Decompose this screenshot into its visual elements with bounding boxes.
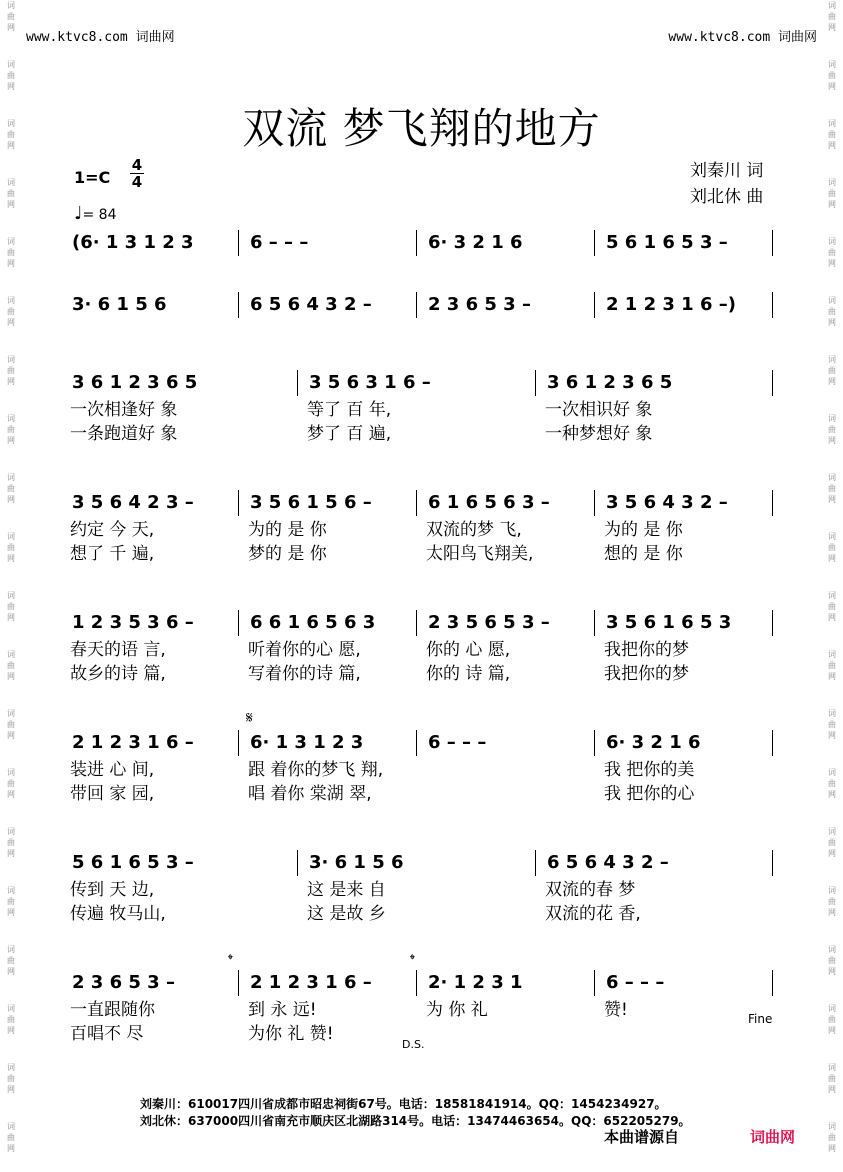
watermark-text: 词曲网 bbox=[828, 532, 836, 563]
watermark-text: 词曲网 bbox=[7, 60, 15, 91]
barline bbox=[772, 292, 773, 318]
barline bbox=[238, 292, 239, 318]
watermark-text: 词曲网 bbox=[828, 945, 836, 976]
lyric-segment: 太阳鸟飞翔美, bbox=[426, 544, 534, 564]
measure: 5 6 1 6 5 3 – bbox=[72, 852, 194, 873]
barline bbox=[772, 730, 773, 756]
lyric-segment: 赞! bbox=[604, 1000, 628, 1020]
music-system bbox=[62, 728, 774, 806]
measure: 2 3 5 6 5 3 – bbox=[428, 612, 550, 633]
fine-mark: Fine bbox=[748, 1012, 773, 1026]
lyric-segment: 我 把你的美 bbox=[604, 760, 695, 780]
music-system bbox=[62, 368, 774, 446]
measure: 3 5 6 4 3 2 – bbox=[606, 492, 728, 513]
song-title: 双流 梦飞翔的地方 bbox=[242, 104, 601, 153]
credits bbox=[690, 158, 763, 210]
measure: 2 1 2 3 1 6 – bbox=[250, 972, 372, 993]
footer-line-2: 刘北休：637000四川省南充市顺庆区北湖路314号。电话：13474463654。QQ：652205279。 bbox=[140, 1114, 691, 1128]
time-signature-top: 4 bbox=[131, 156, 143, 174]
measure: 6 1 6 5 6 3 – bbox=[428, 492, 550, 513]
lyric-segment: 带回 家 园, bbox=[70, 784, 155, 804]
measure: 6· 3 2 1 6 bbox=[428, 232, 523, 253]
notes-row bbox=[62, 848, 774, 878]
quarter-note-icon: ♩ bbox=[74, 203, 83, 224]
measure: 6 – – – bbox=[606, 972, 665, 993]
lyric-segment: 听着你的心 愿, bbox=[248, 640, 361, 660]
left-watermark-strip bbox=[2, 0, 20, 1172]
watermark-text: 词曲网 bbox=[828, 178, 836, 209]
watermark-text: 词曲网 bbox=[828, 768, 836, 799]
measure: 2· 1 2 3 1 bbox=[428, 972, 523, 993]
measure: 1 2 3 5 3 6 – bbox=[72, 612, 194, 633]
measure: 3 6 1 2 3 6 5 bbox=[547, 372, 673, 393]
watermark-text: 词曲网 bbox=[828, 1122, 836, 1153]
barline bbox=[238, 970, 239, 996]
measure: 5 6 1 6 5 3 – bbox=[606, 232, 728, 253]
lyric-verse-2 bbox=[62, 542, 774, 566]
lyric-segment: 为 你 礼 bbox=[426, 1000, 488, 1020]
watermark-text: 词曲网 bbox=[828, 1, 836, 32]
measure: 6 – – – bbox=[428, 732, 487, 753]
barline bbox=[238, 610, 239, 636]
measure: 6 6 1 6 5 6 3 bbox=[250, 612, 376, 633]
tempo-value: = 84 bbox=[82, 207, 117, 223]
barline bbox=[416, 730, 417, 756]
lyric-segment: 一直跟随你 bbox=[70, 1000, 155, 1020]
brand-link[interactable]: 词曲网 bbox=[750, 1128, 796, 1146]
barline bbox=[535, 850, 536, 876]
time-signature bbox=[130, 158, 144, 189]
measure: 6· 3 2 1 6 bbox=[606, 732, 701, 753]
measure: 3 5 6 3 1 6 – bbox=[309, 372, 431, 393]
watermark-text: 词曲网 bbox=[828, 650, 836, 681]
barline bbox=[772, 230, 773, 256]
notes-row bbox=[62, 368, 774, 398]
barline bbox=[416, 490, 417, 516]
lyric-segment: 等了 百 年, bbox=[307, 400, 392, 420]
measure: 2 1 2 3 1 6 – bbox=[72, 732, 194, 753]
key-signature: 1=C bbox=[74, 168, 111, 187]
barline bbox=[594, 292, 595, 318]
watermark-text: 词曲网 bbox=[7, 1, 15, 32]
lyric-segment: 传遍 牧马山, bbox=[70, 904, 166, 924]
lyric-segment: 双流的梦 飞, bbox=[426, 520, 522, 540]
footer-contacts bbox=[140, 1096, 691, 1130]
watermark-text: 词曲网 bbox=[7, 768, 15, 799]
lyric-segment: 我 把你的心 bbox=[604, 784, 695, 804]
lyric-verse-1 bbox=[62, 638, 774, 662]
notes-row bbox=[62, 228, 774, 258]
lyric-verse-2 bbox=[62, 662, 774, 686]
lyric-segment: 一条跑道好 象 bbox=[70, 424, 178, 444]
header-site-left[interactable]: www.ktvc8.com 词曲网 bbox=[26, 30, 175, 45]
watermark-text: 词曲网 bbox=[7, 709, 15, 740]
measure: 2 1 2 3 1 6 –) bbox=[606, 294, 736, 315]
measure: 6 – – – bbox=[250, 232, 309, 253]
lyricist-credit: 刘秦川 词 bbox=[690, 161, 764, 181]
watermark-text: 词曲网 bbox=[7, 1063, 15, 1094]
watermark-text: 词曲网 bbox=[7, 1004, 15, 1035]
ds-mark: D.S. bbox=[402, 1038, 425, 1051]
measure: 2 3 6 5 3 – bbox=[72, 972, 175, 993]
barline bbox=[238, 730, 239, 756]
notes-row bbox=[62, 290, 774, 320]
lyric-segment: 梦了 百 遍, bbox=[307, 424, 392, 444]
lyric-segment: 梦的 是 你 bbox=[248, 544, 327, 564]
barline bbox=[238, 490, 239, 516]
watermark-text: 词曲网 bbox=[7, 119, 15, 150]
footer-line-1: 刘秦川：610017四川省成都市昭忠祠街67号。电话：18581841914。QQ：1454234927。 bbox=[140, 1097, 667, 1111]
lyric-segment: 一次相识好 象 bbox=[545, 400, 653, 420]
notes-row bbox=[62, 608, 774, 638]
notes-row bbox=[62, 728, 774, 758]
lyric-segment: 百唱不 尽 bbox=[70, 1024, 144, 1044]
watermark-text: 词曲网 bbox=[7, 473, 15, 504]
lyric-verse-1 bbox=[62, 878, 774, 902]
lyric-segment: 跟 着你的梦飞 翔, bbox=[248, 760, 384, 780]
barline bbox=[416, 610, 417, 636]
lyric-segment: 这 是来 自 bbox=[307, 880, 386, 900]
lyric-verse-1 bbox=[62, 758, 774, 782]
lyric-verse-2 bbox=[62, 422, 774, 446]
notes-row bbox=[62, 488, 774, 518]
segno-mark: 𝄋 bbox=[246, 708, 253, 727]
lyric-segment: 传到 天 边, bbox=[70, 880, 155, 900]
lyric-segment: 我把你的梦 bbox=[604, 640, 689, 660]
coda-mark: 𝄌 bbox=[228, 952, 233, 968]
lyric-segment: 为的 是 你 bbox=[248, 520, 327, 540]
watermark-text: 词曲网 bbox=[828, 237, 836, 268]
barline bbox=[594, 610, 595, 636]
lyric-segment: 一种梦想好 象 bbox=[545, 424, 653, 444]
watermark-text: 词曲网 bbox=[7, 591, 15, 622]
barline bbox=[594, 970, 595, 996]
watermark-text: 词曲网 bbox=[7, 355, 15, 386]
lyric-verse-1 bbox=[62, 518, 774, 542]
lyric-segment: 约定 今 天, bbox=[70, 520, 155, 540]
music-system bbox=[62, 228, 774, 258]
barline bbox=[238, 230, 239, 256]
measure: 3· 6 1 5 6 bbox=[72, 294, 167, 315]
watermark-text: 词曲网 bbox=[828, 355, 836, 386]
lyric-verse-2 bbox=[62, 902, 774, 926]
measure: 3 5 6 1 5 6 – bbox=[250, 492, 372, 513]
measure: 3· 6 1 5 6 bbox=[309, 852, 404, 873]
source-label: 本曲谱源自 bbox=[604, 1128, 680, 1146]
lyric-segment: 唱 着你 棠湖 翠, bbox=[248, 784, 372, 804]
watermark-text: 词曲网 bbox=[828, 1063, 836, 1094]
music-system bbox=[62, 968, 774, 1046]
watermark-text: 词曲网 bbox=[828, 886, 836, 917]
time-signature-bottom: 4 bbox=[131, 173, 143, 191]
music-system bbox=[62, 290, 774, 320]
header-site-right[interactable]: www.ktvc8.com 词曲网 bbox=[668, 30, 817, 45]
watermark-text: 词曲网 bbox=[7, 945, 15, 976]
lyric-segment: 写着你的诗 篇, bbox=[248, 664, 361, 684]
watermark-text: 词曲网 bbox=[828, 827, 836, 858]
measure: (6· 1 3 1 2 3 bbox=[72, 232, 194, 253]
measure: 3 6 1 2 3 6 5 bbox=[72, 372, 198, 393]
watermark-text: 词曲网 bbox=[7, 827, 15, 858]
barline bbox=[594, 490, 595, 516]
music-system bbox=[62, 848, 774, 926]
watermark-text: 词曲网 bbox=[828, 296, 836, 327]
lyric-segment: 双流的花 香, bbox=[545, 904, 641, 924]
lyric-segment: 为你 礼 赞! bbox=[248, 1024, 334, 1044]
lyric-segment: 故乡的诗 篇, bbox=[70, 664, 166, 684]
watermark-text: 词曲网 bbox=[7, 1122, 15, 1153]
watermark-text: 词曲网 bbox=[828, 414, 836, 445]
barline bbox=[297, 850, 298, 876]
watermark-text: 词曲网 bbox=[828, 1004, 836, 1035]
barline bbox=[416, 970, 417, 996]
lyric-segment: 想的 是 你 bbox=[604, 544, 683, 564]
lyric-verse-2 bbox=[62, 782, 774, 806]
watermark-text: 词曲网 bbox=[828, 119, 836, 150]
lyric-segment: 春天的语 言, bbox=[70, 640, 166, 660]
barline bbox=[772, 490, 773, 516]
barline bbox=[772, 370, 773, 396]
lyric-segment: 你的 心 愿, bbox=[426, 640, 511, 660]
measure: 6 5 6 4 3 2 – bbox=[547, 852, 669, 873]
lyric-segment: 为的 是 你 bbox=[604, 520, 683, 540]
barline bbox=[594, 230, 595, 256]
watermark-text: 词曲网 bbox=[7, 532, 15, 563]
composer-credit: 刘北休 曲 bbox=[690, 187, 764, 207]
lyric-segment: 一次相逢好 象 bbox=[70, 400, 178, 420]
measure: 3 5 6 1 6 5 3 bbox=[606, 612, 732, 633]
barline bbox=[416, 230, 417, 256]
tempo-marking bbox=[74, 203, 117, 224]
watermark-text: 词曲网 bbox=[7, 886, 15, 917]
watermark-text: 词曲网 bbox=[7, 414, 15, 445]
right-watermark-strip bbox=[823, 0, 841, 1172]
barline bbox=[772, 610, 773, 636]
barline bbox=[594, 730, 595, 756]
barline bbox=[772, 970, 773, 996]
lyric-verse-1 bbox=[62, 998, 774, 1022]
music-system bbox=[62, 608, 774, 686]
measure: 6 5 6 4 3 2 – bbox=[250, 294, 372, 315]
coda-mark: 𝄌 bbox=[410, 952, 415, 968]
watermark-text: 词曲网 bbox=[828, 60, 836, 91]
notes-row bbox=[62, 968, 774, 998]
watermark-text: 词曲网 bbox=[7, 296, 15, 327]
lyric-segment: 我把你的梦 bbox=[604, 664, 689, 684]
lyric-segment: 你的 诗 篇, bbox=[426, 664, 511, 684]
barline bbox=[297, 370, 298, 396]
lyric-verse-1 bbox=[62, 398, 774, 422]
watermark-text: 词曲网 bbox=[828, 473, 836, 504]
watermark-text: 词曲网 bbox=[7, 650, 15, 681]
music-system bbox=[62, 488, 774, 566]
lyric-segment: 到 永 远! bbox=[248, 1000, 317, 1020]
lyric-segment: 这 是故 乡 bbox=[307, 904, 386, 924]
measure: 6· 1 3 1 2 3 bbox=[250, 732, 364, 753]
barline bbox=[416, 292, 417, 318]
measure: 3 5 6 4 2 3 – bbox=[72, 492, 194, 513]
watermark-text: 词曲网 bbox=[828, 591, 836, 622]
watermark-text: 词曲网 bbox=[828, 709, 836, 740]
watermark-text: 词曲网 bbox=[7, 237, 15, 268]
lyric-segment: 双流的春 梦 bbox=[545, 880, 636, 900]
lyric-segment: 装进 心 间, bbox=[70, 760, 155, 780]
barline bbox=[772, 850, 773, 876]
lyric-segment: 想了 千 遍, bbox=[70, 544, 155, 564]
watermark-text: 词曲网 bbox=[7, 178, 15, 209]
barline bbox=[535, 370, 536, 396]
measure: 2 3 6 5 3 – bbox=[428, 294, 531, 315]
